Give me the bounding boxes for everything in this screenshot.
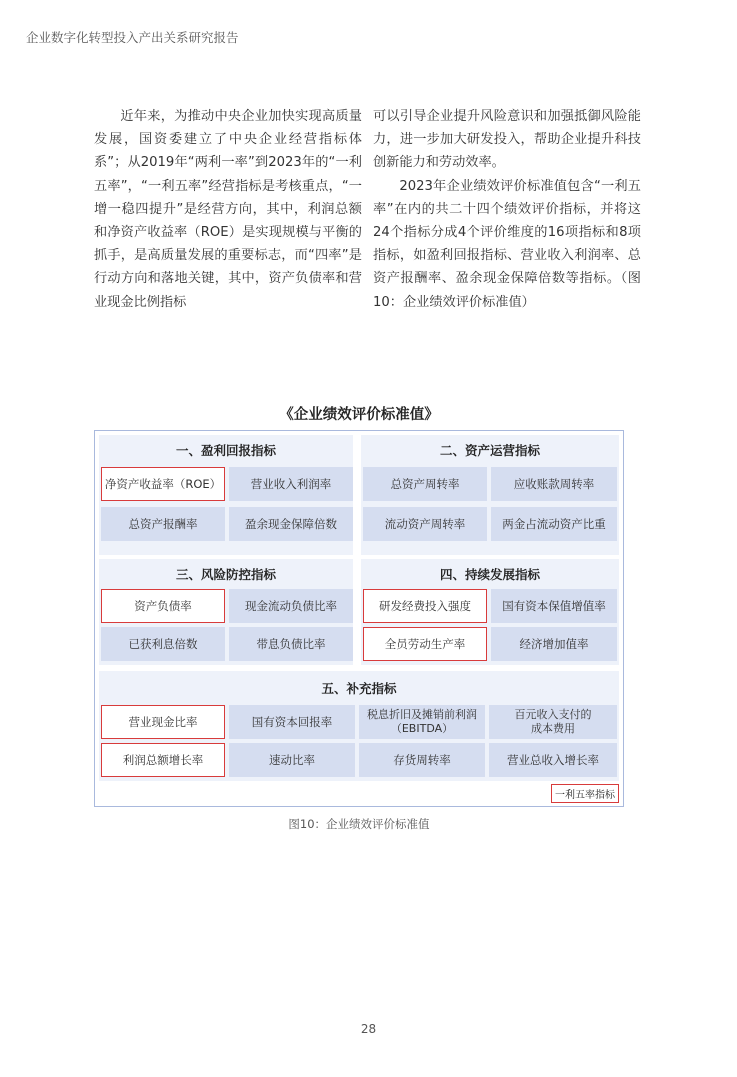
indicator-cell: 已获利息倍数 <box>101 627 225 661</box>
indicator-cell: 总资产报酬率 <box>101 507 225 541</box>
running-header: 企业数字化转型投入产出关系研究报告 <box>26 30 239 45</box>
indicator-cell: 经济增加值率 <box>491 627 617 661</box>
indicator-cell: 营业总收入增长率 <box>489 743 617 777</box>
group-title: 五、补充指标 <box>321 681 397 696</box>
indicator-cell: 两金占流动资产比重 <box>491 507 617 541</box>
indicator-cell: 盈余现金保障倍数 <box>229 507 353 541</box>
group-risk <box>99 559 353 665</box>
indicator-cell: 研发经费投入强度 <box>363 589 487 623</box>
indicator-cell: 利润总额增长率 <box>101 743 225 777</box>
figure-caption: 图10：企业绩效评价标准值 <box>288 817 430 831</box>
indicator-cell: 国有资本回报率 <box>229 705 355 739</box>
indicator-cell: 总资产周转率 <box>363 467 487 501</box>
right-column <box>373 105 641 314</box>
indicator-cell: 净资产收益率（ROE） <box>101 467 225 501</box>
indicator-cell: 全员劳动生产率 <box>363 627 487 661</box>
indicator-cell: 存货周转率 <box>359 743 485 777</box>
page-number: 28 <box>360 1022 377 1036</box>
indicator-cell: 流动资产周转率 <box>363 507 487 541</box>
left-column <box>94 105 362 314</box>
indicator-cell: 带息负债比率 <box>229 627 353 661</box>
indicator-cell: 百元收入支付的 成本费用 <box>489 705 617 739</box>
indicator-cell: 速动比率 <box>229 743 355 777</box>
group-title: 二、资产运营指标 <box>439 443 540 458</box>
indicator-cell: 营业收入利润率 <box>229 467 353 501</box>
group-operation <box>361 435 619 555</box>
right-paragraph-2: 2023年企业绩效评价标准值包含“一利五率”在内的共二十四个绩效评价指标，并将这24个指标分成4个评价维度的16项指标和8项指标，如盈利回报指标、营业收入利润率、总资产报酬率、盈余现金保障倍数等指标。（图10：企业绩效评价标准值） <box>373 178 641 310</box>
figure-title: 《企业绩效评价标准值》 <box>279 407 439 423</box>
indicator-cell: 应收账款周转率 <box>491 467 617 501</box>
indicator-cell: 现金流动负债比率 <box>229 589 353 623</box>
group-supplementary <box>99 671 619 781</box>
legend-key: 一利五率指标 <box>551 784 619 803</box>
indicator-cell: 资产负债率 <box>101 589 225 623</box>
group-title: 一、盈利回报指标 <box>175 443 276 458</box>
indicator-cell: 国有资本保值增值率 <box>491 589 617 623</box>
figure-frame <box>94 430 624 807</box>
group-profit <box>99 435 353 555</box>
group-title: 三、风险防控指标 <box>175 567 276 582</box>
group-development <box>361 559 619 665</box>
right-paragraph-1: 可以引导企业提升风险意识和加强抵御风险能力，进一步加大研发投入，帮助企业提升科技创新能力和劳动效率。 <box>373 109 641 171</box>
left-paragraph: 近年来，为推动中央企业加快实现高质量发展，国资委建立了中央企业经营指标体系”；从2019年“两利一率”到2023年的“一利五率”，“一利五率”经营指标是考核重点，“一增一稳四提升”是经营方向，其中，利润总额和净资产收益率（ROE）是实现规模与平衡的抓手，是高质量发展的重要标志，而“四率”是行动方向和落地关键，其中，资产负债率和营业现金比例指标 <box>94 109 362 310</box>
group-title: 四、持续发展指标 <box>439 567 540 582</box>
indicator-cell: 税息折旧及摊销前利润 （EBITDA） <box>359 705 485 739</box>
indicator-cell: 营业现金比率 <box>101 705 225 739</box>
